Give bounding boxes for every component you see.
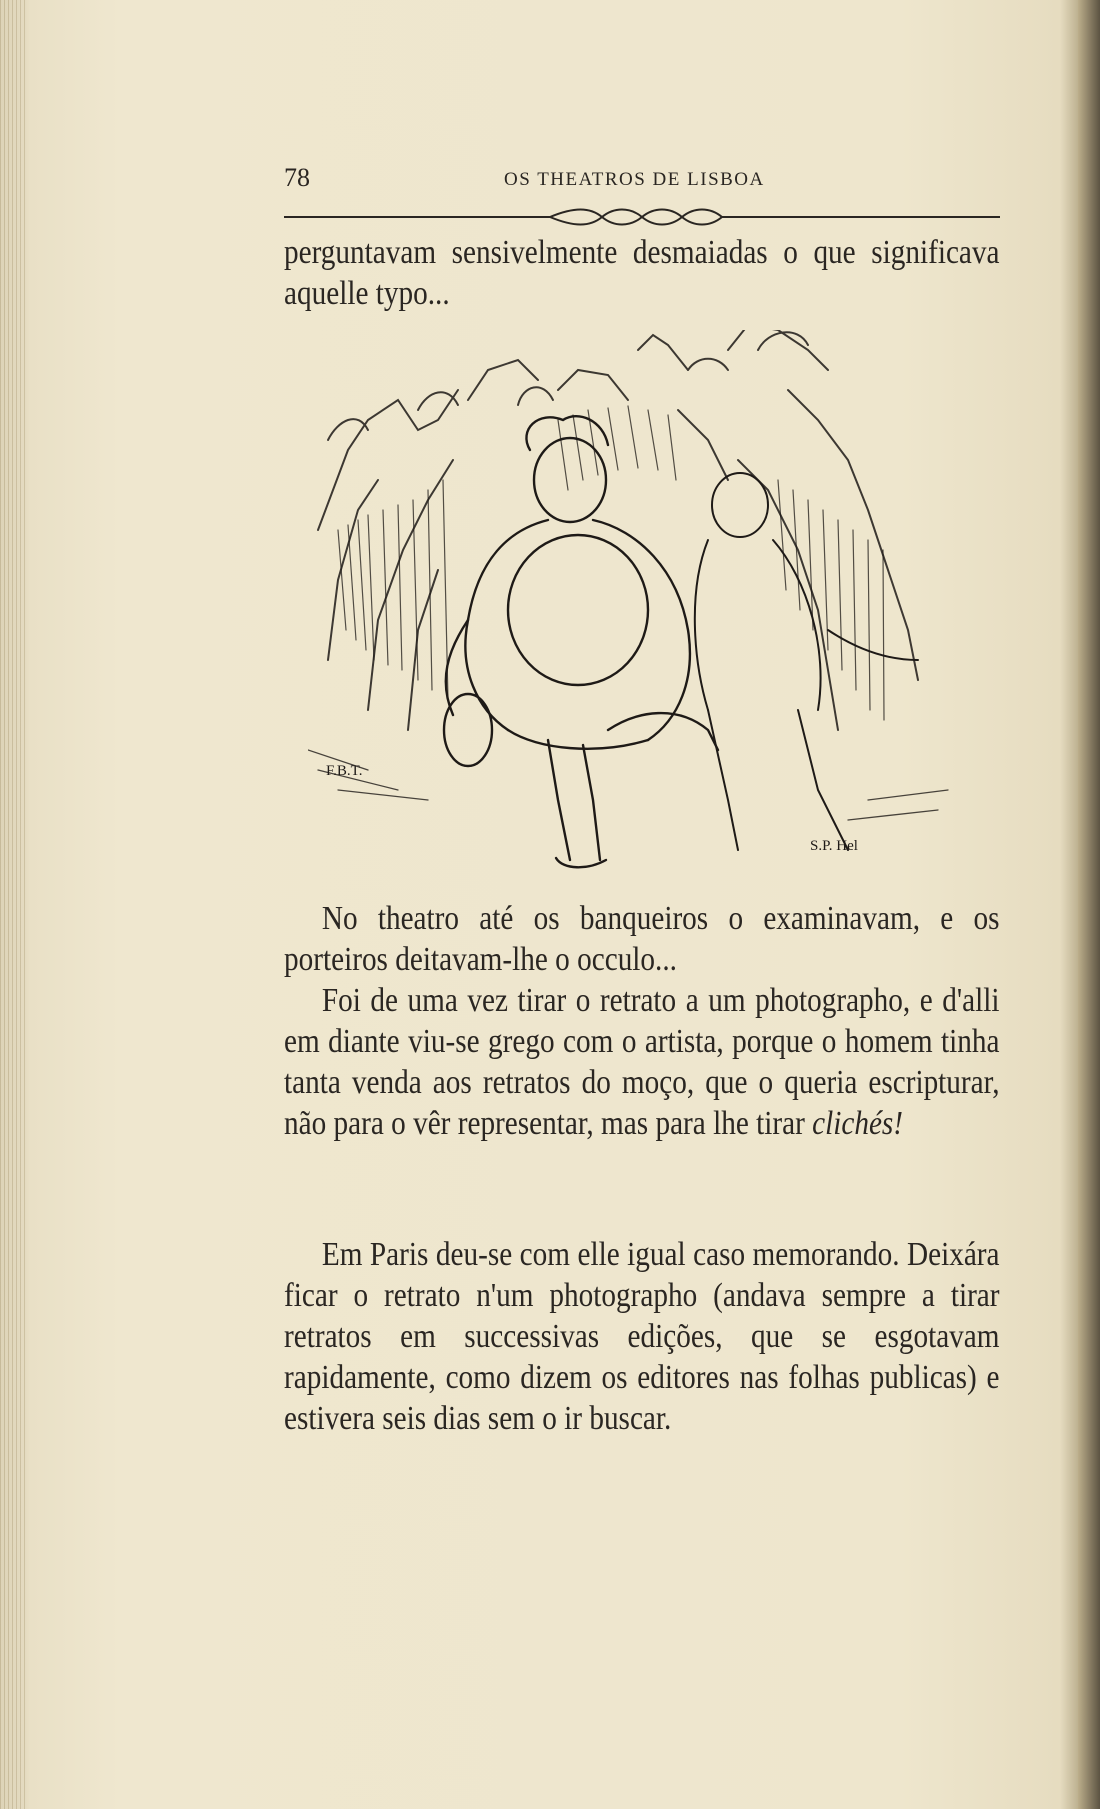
paragraph-continuation <box>284 232 1000 314</box>
paragraph-text: No theatro até os banqueiros o examinavam, e os porteiros deitavam-lhe o occulo... <box>284 900 1000 978</box>
illustrator-signature-left: F.B.T. <box>326 763 363 779</box>
floor-hatching <box>308 750 948 820</box>
book-binding-edge <box>1078 0 1100 1809</box>
illustrator-signature-right: S.P. Hel <box>810 838 858 854</box>
paragraph-text-italic: clichés! <box>812 1105 904 1142</box>
page-gutter-edges <box>0 0 26 1809</box>
paragraph-photographer <box>284 980 1000 1144</box>
engraving-illustration <box>308 330 956 870</box>
paragraph-theatre <box>284 898 1000 980</box>
seated-figure <box>444 416 718 867</box>
paragraph-text <box>284 980 1000 1144</box>
page-number: 78 <box>284 163 310 192</box>
paragraph-text: perguntavam sensivelmente desmaiadas o que significava aquelle typo... <box>284 234 1000 312</box>
standing-figure <box>695 473 918 850</box>
ornamental-rule <box>284 205 1000 229</box>
paragraph-text: Em Paris deu-se com elle igual caso memorando. Deixára ficar o retrato n'um photographo (andava sempre a tirar retratos em successivas edições, que se esgotavam rapidamente, como dizem os editores nas folhas publicas) e estivera seis dias sem o ir buscar. <box>284 1236 1000 1437</box>
page-header <box>284 163 1000 193</box>
paragraph-paris <box>284 1234 1000 1439</box>
paragraph-text-main: Foi de uma vez tirar o retrato a um photographo, e d'alli em diante viu-se grego com o artista, porque o homem tinha tanta venda aos retratos do moço, que o queria escripturar, não para o vêr representar, mas para lhe tirar <box>284 982 1000 1142</box>
running-title: OS THEATROS DE LISBOA <box>504 169 765 190</box>
